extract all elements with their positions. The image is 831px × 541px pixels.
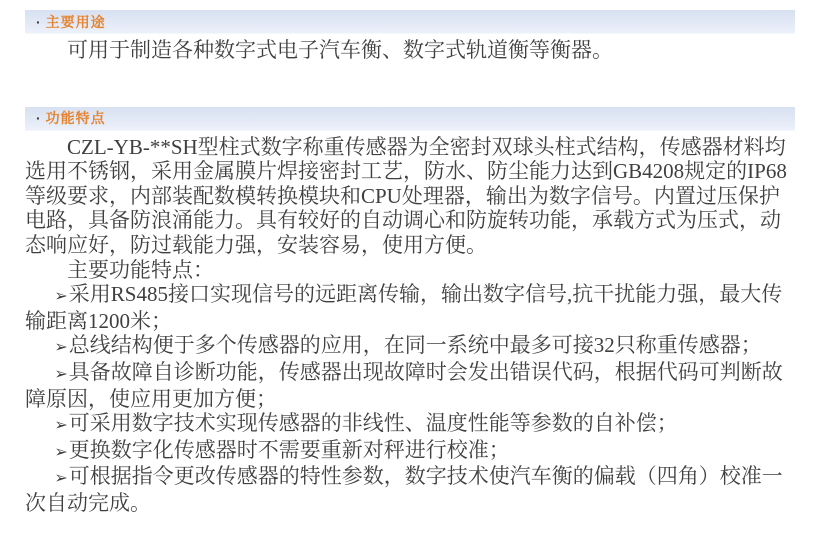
feature-bullet-item [25,360,795,411]
feature-bullet-text: 总线结构便于多个传感器的应用，在同一系统中最多可接32只称重传感器； [68,333,762,358]
feature-bullet-text: 采用RS485接口实现信号的远距离传输，输出数字信号,抗干扰能力强，最大传输距离1200米； [25,282,783,333]
arrow-bullet-icon: ➢ [54,337,68,357]
header-dot-icon: · [36,13,41,30]
section-features [25,107,795,516]
section-body [25,135,795,516]
section-main-use [25,10,795,63]
section-title-features: 功能特点 [45,110,106,127]
arrow-bullet-icon: ➢ [54,415,68,435]
feature-bullet-item [25,438,795,465]
section-title-main-use: 主要用途 [45,13,106,30]
feature-bullet-text: 可采用数字技术实现传感器的非线性、温度性能等参数的自补偿； [68,411,678,436]
arrow-bullet-icon: ➢ [54,286,68,306]
section-header-bar [25,10,795,34]
features-intro-paragraph: CZL-YB-**SH型柱式数字称重传感器为全密封双球头柱式结构，传感器材料均选用不锈钢，采用金属膜片焊接密封工艺，防水、防尘能力达到GB4208规定的IP68等级要求，内部装配数模转换模块和CPU处理器，输出为数字信号。内置过压保护电路，具备防浪涌能力。具有较好的自动调心和防旋转功能，承载方式为压式，动态响应好，防过载能力强，安装容易，使用方便。 [25,134,787,257]
feature-bullet-text: 更换数字化传感器时不需要重新对秤进行校准； [68,437,510,462]
section-header-bar [25,107,795,131]
arrow-bullet-icon: ➢ [54,468,68,488]
arrow-bullet-icon: ➢ [54,363,68,383]
feature-bullet-text: 具备故障自诊断功能，传感器出现故障时会发出错误代码，根据代码可判断故障原因，使应用更加方便； [25,359,783,411]
section-body [25,38,795,63]
features-subheading: 主要功能特点： [67,257,214,282]
feature-bullet-item [25,282,795,333]
header-dot-icon: · [36,110,41,127]
feature-bullet-item [25,464,795,515]
feature-bullet-item [25,411,795,438]
feature-bullet-item [25,333,795,360]
main-use-paragraph: 可用于制造各种数字式电子汽车衡、数字式轨道衡等衡器。 [67,38,613,62]
arrow-bullet-icon: ➢ [54,441,68,461]
feature-bullet-text: 可根据指令更改传感器的特性参数，数字技术使汽车衡的偏载（四角）校准一次自动完成。 [25,464,783,515]
